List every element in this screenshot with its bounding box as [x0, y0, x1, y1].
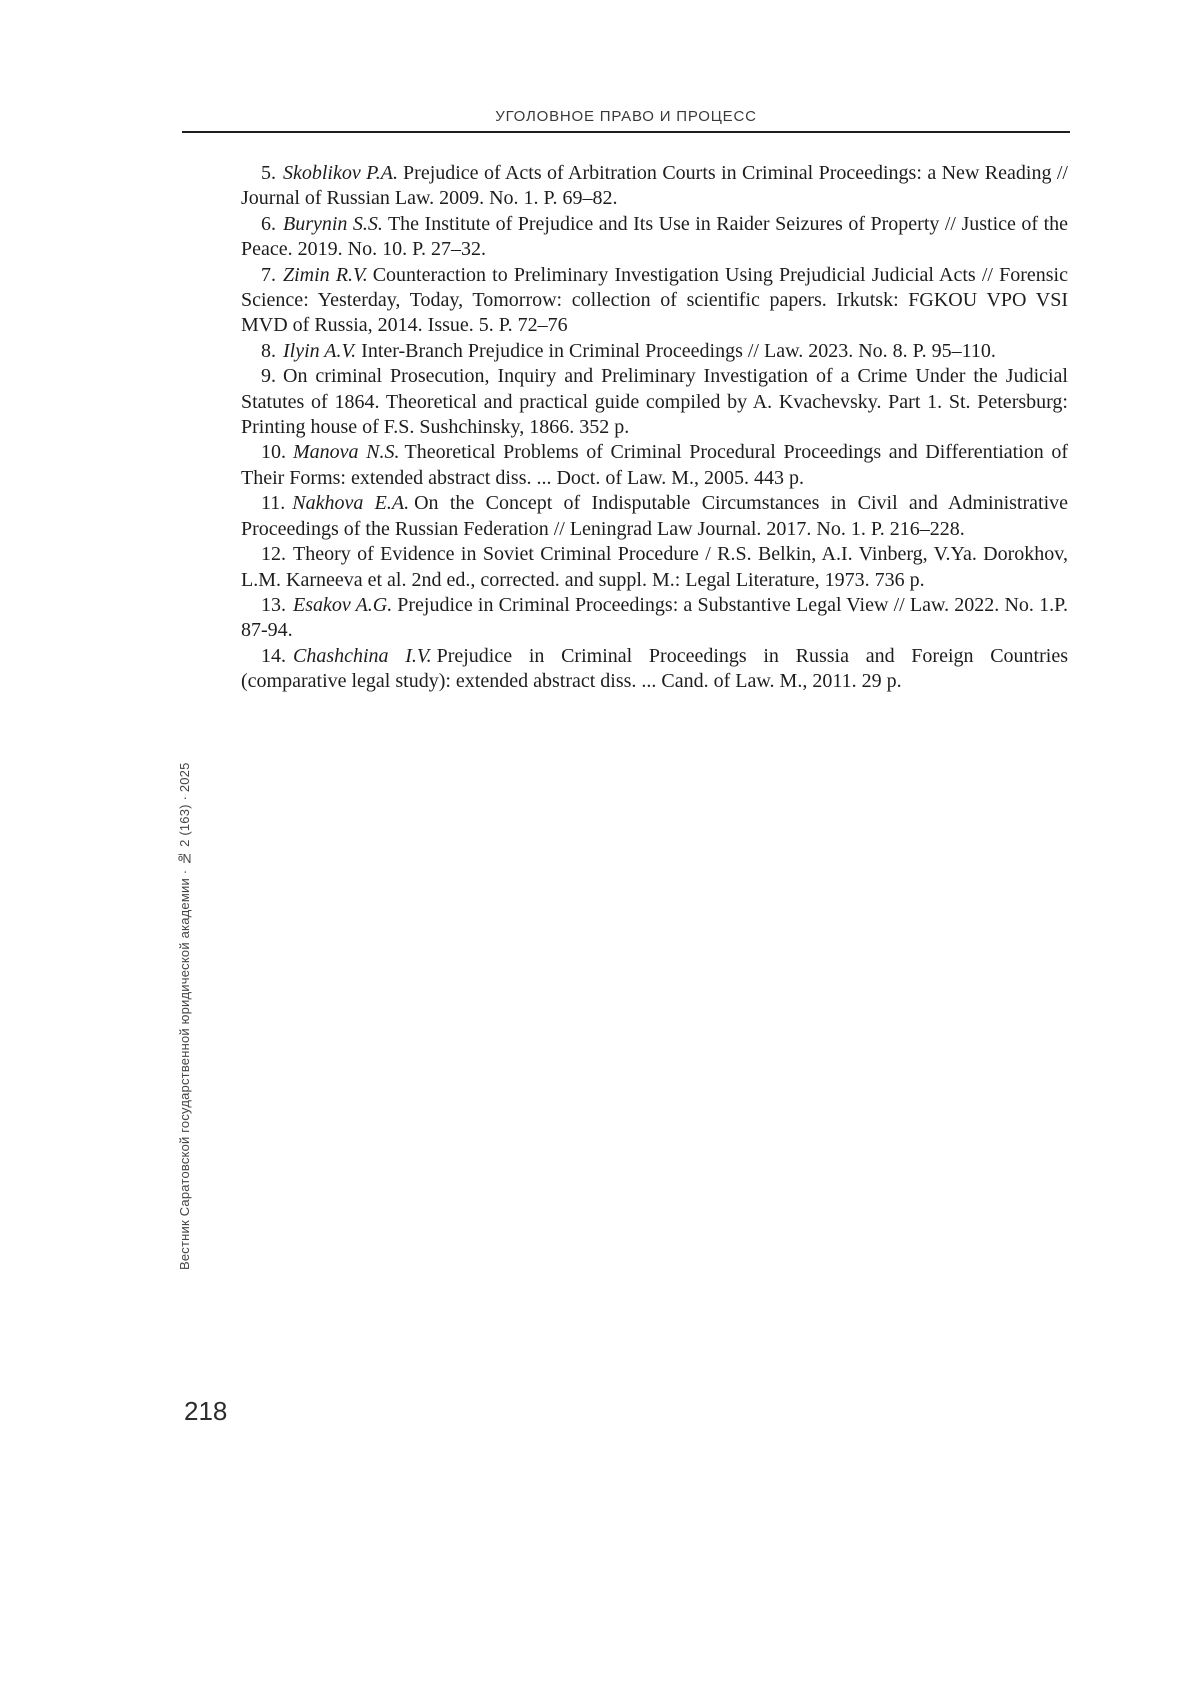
- reference-text: Prejudice in Criminal Proceedings: a Substantive Legal View // Law. 2022. No. 1.P. 87-94.: [241, 593, 1068, 642]
- reference-author: Esakov A.G.: [293, 593, 393, 616]
- journal-imprint-vertical: Вестник Саратовской государственной юридической академии · № 2 (163) · 2025: [177, 762, 192, 1270]
- reference-item: [241, 161, 1068, 212]
- reference-item: [241, 542, 1068, 593]
- reference-text: Counteraction to Preliminary Investigation Using Prejudicial Judicial Acts // Forensic Science: Yesterday, Today, Tomorrow: collection of scientific papers. Irkutsk: FGKOU VPO VSI MVD of Russia, 2014. Issue. 5. P. 72–76: [241, 263, 1068, 337]
- reference-number: 13.: [261, 593, 286, 616]
- reference-text: Prejudice in Criminal Proceedings in Russia and Foreign Countries (comparative legal study): extended abstract diss. ... Cand. of Law. M., 2011. 29 p.: [241, 644, 1068, 693]
- reference-item: [241, 491, 1068, 542]
- reference-text: On criminal Prosecution, Inquiry and Preliminary Investigation of a Crime Under the Judicial Statutes of 1864. Theoretical and practical guide compiled by A. Kvachevsky. Part 1. St. Petersburg: Printing house of F.S. Sushchinsky, 1866. 352 p.: [241, 365, 1068, 439]
- reference-number: 14.: [261, 644, 286, 667]
- reference-text: Prejudice of Acts of Arbitration Courts in Criminal Proceedings: a New Reading // Journal of Russian Law. 2009. No. 1. P. 69–82.: [241, 162, 1068, 210]
- reference-author: Ilyin A.V.: [283, 339, 357, 362]
- reference-author: Nakhova E.A.: [292, 492, 410, 515]
- reference-text: Theoretical Problems of Criminal Procedural Proceedings and Differentiation of Their Forms: extended abstract diss. ... Doct. of Law. M., 2005. 443 p.: [241, 441, 1068, 489]
- running-head-title: УГОЛОВНОЕ ПРАВО И ПРОЦЕСС: [495, 108, 757, 125]
- reference-author: Chashchina I.V.: [293, 644, 432, 667]
- reference-item: [241, 263, 1068, 339]
- reference-number: 9.: [261, 365, 276, 388]
- reference-number: 6.: [261, 212, 276, 235]
- reference-text: Inter-Branch Prejudice in Criminal Proceedings // Law. 2023. No. 8. P. 95–110.: [361, 339, 996, 362]
- reference-number: 5.: [261, 162, 276, 184]
- reference-item: [241, 339, 1068, 364]
- reference-text: The Institute of Prejudice and Its Use in Raider Seizures of Property // Justice of the Peace. 2019. No. 10. P. 27–32.: [241, 212, 1069, 261]
- reference-author: Manova N.S.: [293, 441, 400, 464]
- reference-number: 10.: [261, 441, 286, 464]
- reference-text: On the Concept of Indisputable Circumstances in Civil and Administrative Proceedings of the Russian Federation // Leningrad Law Journal. 2017. No. 1. P. 216–228.: [241, 492, 1068, 540]
- reference-item: [241, 593, 1068, 644]
- header-rule: [182, 131, 1070, 133]
- reference-author: Burynin S.S.: [283, 212, 383, 235]
- reference-item: [241, 364, 1068, 440]
- reference-text: Theory of Evidence in Soviet Criminal Procedure / R.S. Belkin, A.I. Vinberg, V.Ya. Dorokhov, L.M. Karneeva et al. 2nd ed., corrected. and suppl. M.: Legal Literature, 1973. 736 p.: [241, 543, 1068, 591]
- reference-author: Skoblikov P.A.: [283, 162, 399, 184]
- reference-item: [241, 644, 1068, 695]
- reference-item: [241, 212, 1068, 263]
- page-number: 218: [184, 1396, 228, 1426]
- reference-number: 11.: [261, 492, 286, 515]
- reference-list: [241, 161, 1068, 695]
- reference-number: 12.: [261, 543, 286, 566]
- reference-author: Zimin R.V.: [283, 263, 368, 286]
- reference-number: 8.: [261, 339, 276, 362]
- reference-number: 7.: [261, 263, 276, 286]
- reference-item: [241, 440, 1068, 491]
